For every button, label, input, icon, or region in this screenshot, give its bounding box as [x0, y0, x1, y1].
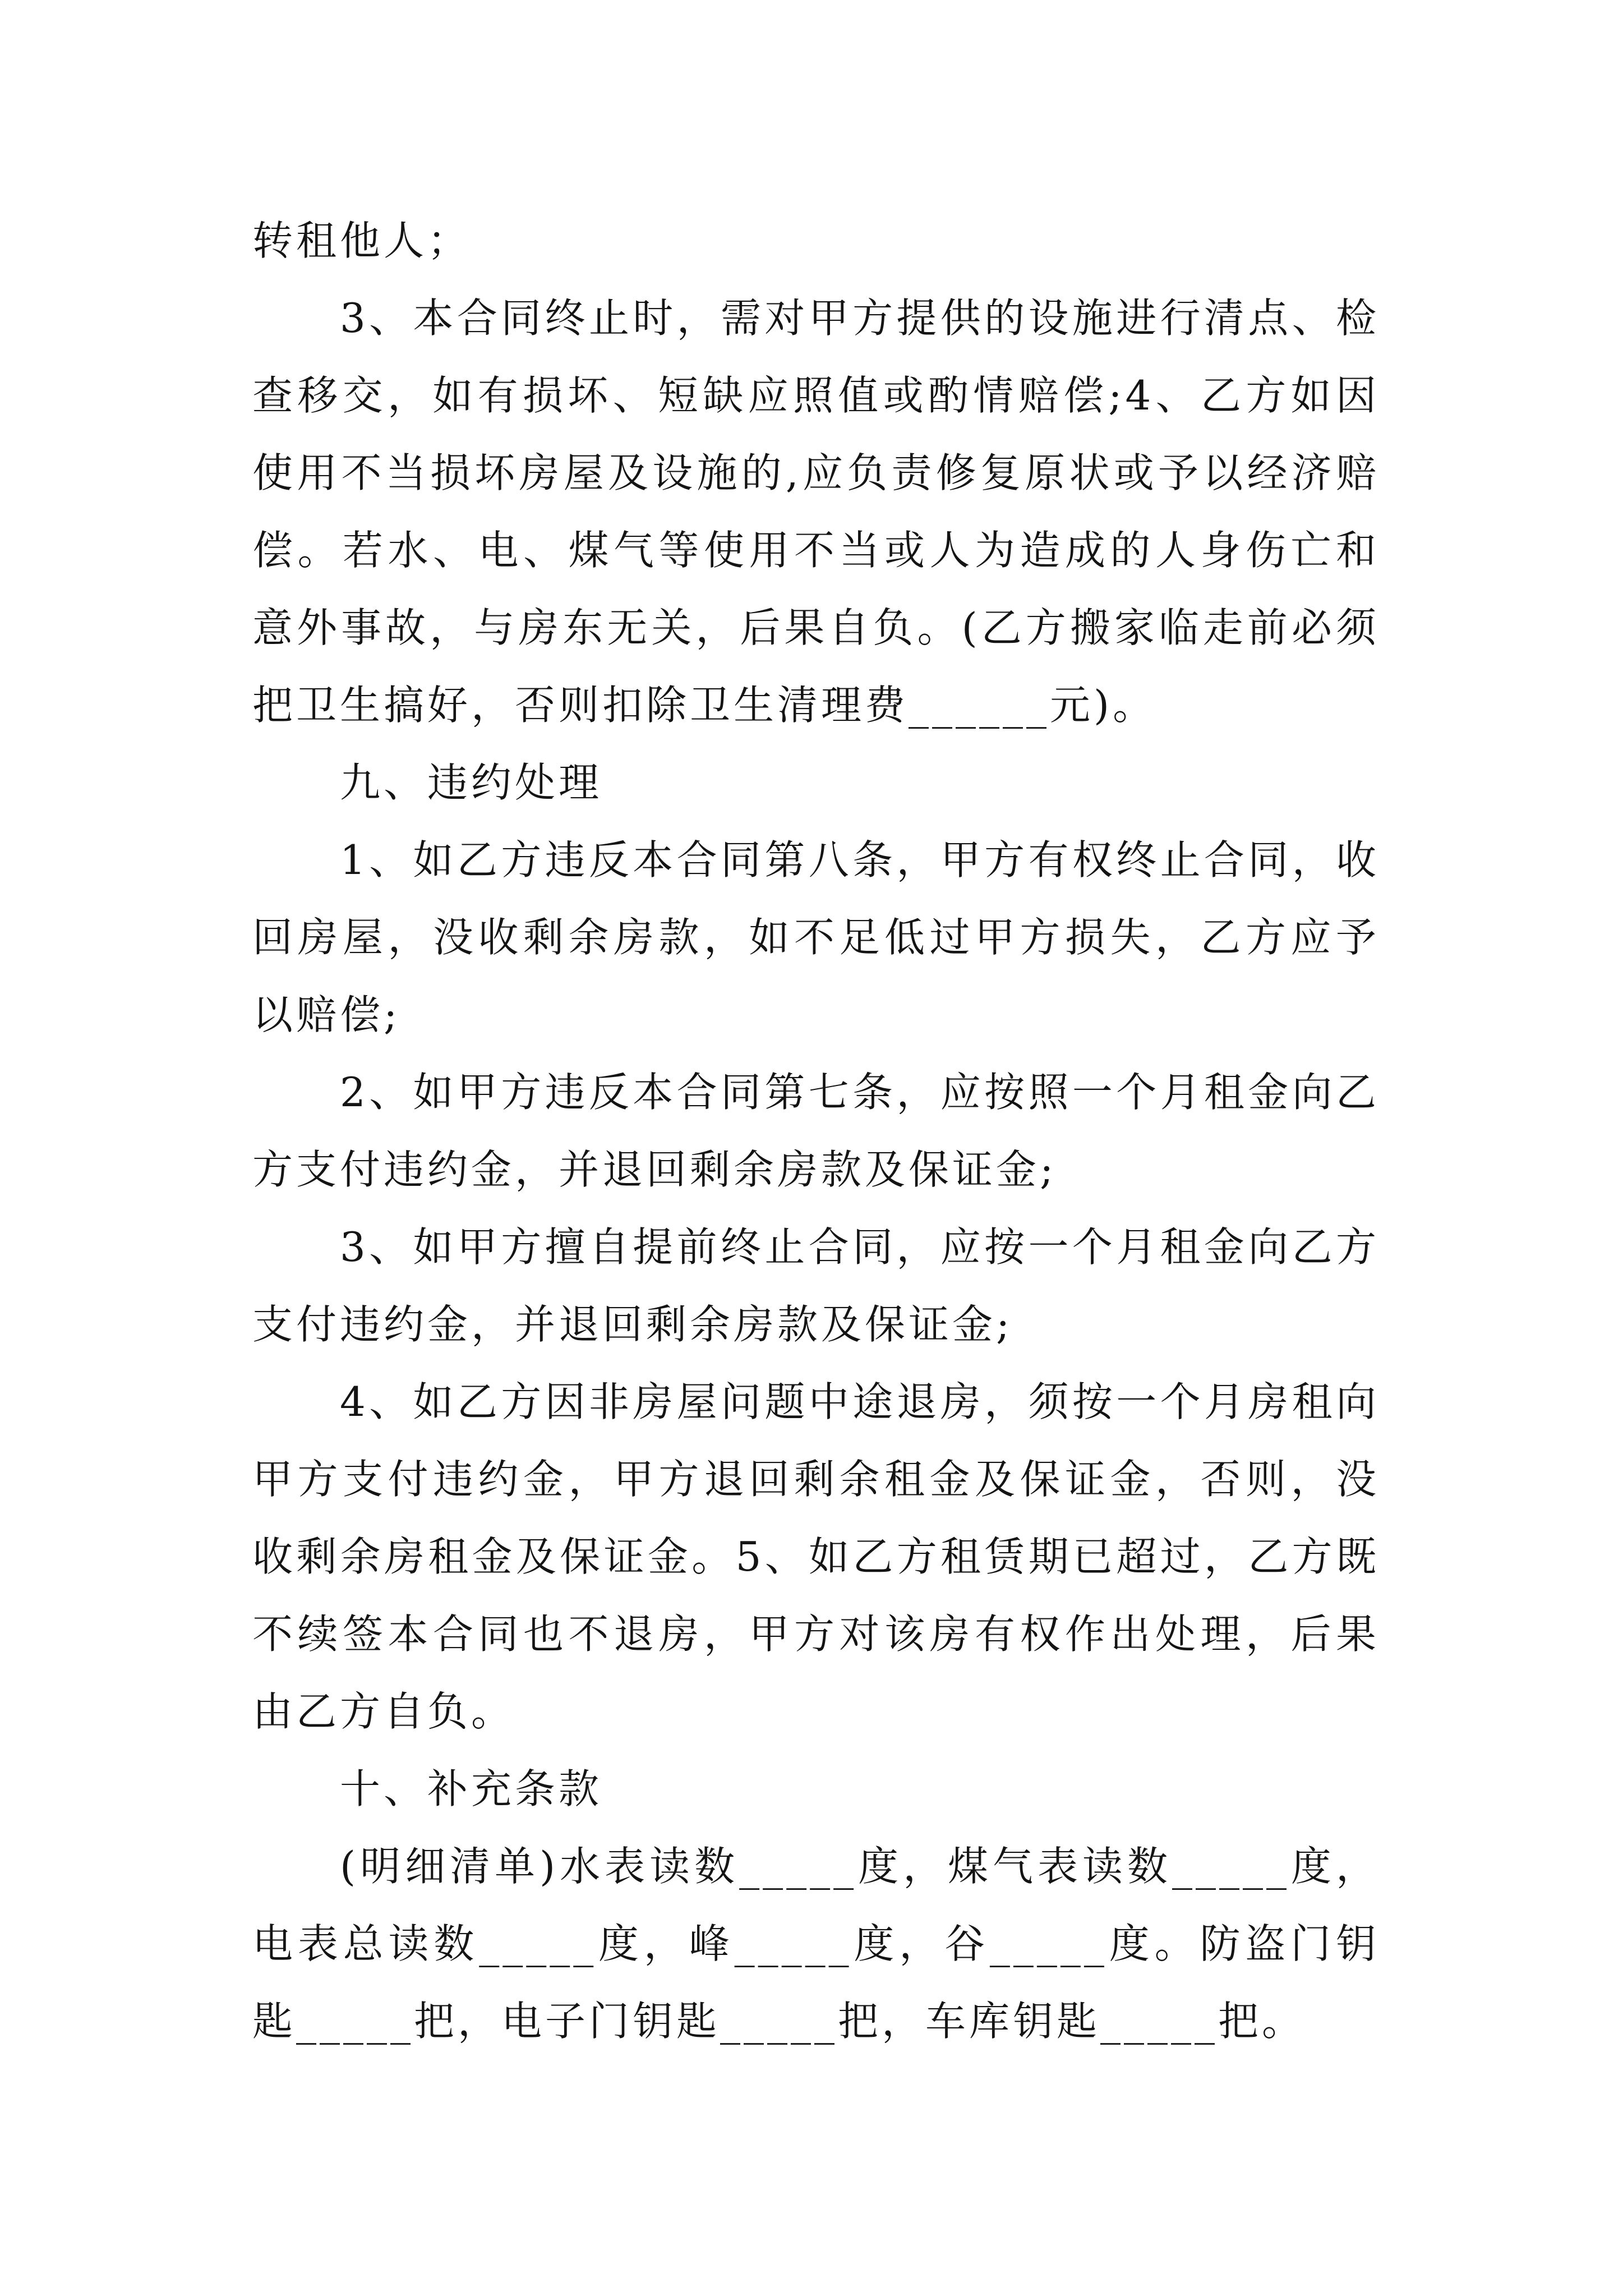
paragraph-5: 2、如甲方违反本合同第七条，应按照一个月租金向乙方支付违约金，并退回剩余房款及保证金;: [252, 1069, 1380, 1193]
paragraph-6: 3、如甲方擅自提前终止合同，应按一个月租金向乙方支付违约金，并退回剩余房款及保证金;: [252, 1223, 1380, 1348]
paragraph-2: 3、本合同终止时，需对甲方提供的设施进行清点、检查移交，如有损坏、短缺应照值或酌情赔偿;4、乙方如因使用不当损坏房屋及设施的,应负责修复原状或予以经济赔偿。若水、电、煤气等使用不当或人为造成的人身伤亡和意外事故，与房东无关，后果自负。(乙方搬家临走前必须把卫生搞好，否则扣除卫生清理费______元)。: [252, 295, 1380, 729]
paragraph-4: 1、如乙方违反本合同第八条，甲方有权终止合同，收回房屋，没收剩余房款，如不足低过甲方损失，乙方应予以赔偿;: [252, 836, 1380, 1038]
section-heading-breach: 九、违约处理: [340, 759, 603, 806]
section-heading-supplement: 十、补充条款: [340, 1765, 603, 1812]
document-body: [252, 202, 1380, 2060]
paragraph-7: 4、如乙方因非房屋问题中途退房，须按一个月房租向甲方支付违约金，甲方退回剩余租金及保证金，否则，没收剩余房租金及保证金。5、如乙方租赁期已超过，乙方既不续签本合同也不退房，甲方对该房有权作出处理，后果由乙方自负。: [252, 1378, 1380, 1735]
paragraph-1: 转租他人；: [252, 217, 472, 264]
paragraph-9: (明细清单)水表读数_____度，煤气表读数_____度，电表总读数_____度，峰_____度，谷_____度。防盗门钥匙_____把，电子门钥匙_____把，车库钥匙_____把。: [252, 1843, 1380, 2045]
